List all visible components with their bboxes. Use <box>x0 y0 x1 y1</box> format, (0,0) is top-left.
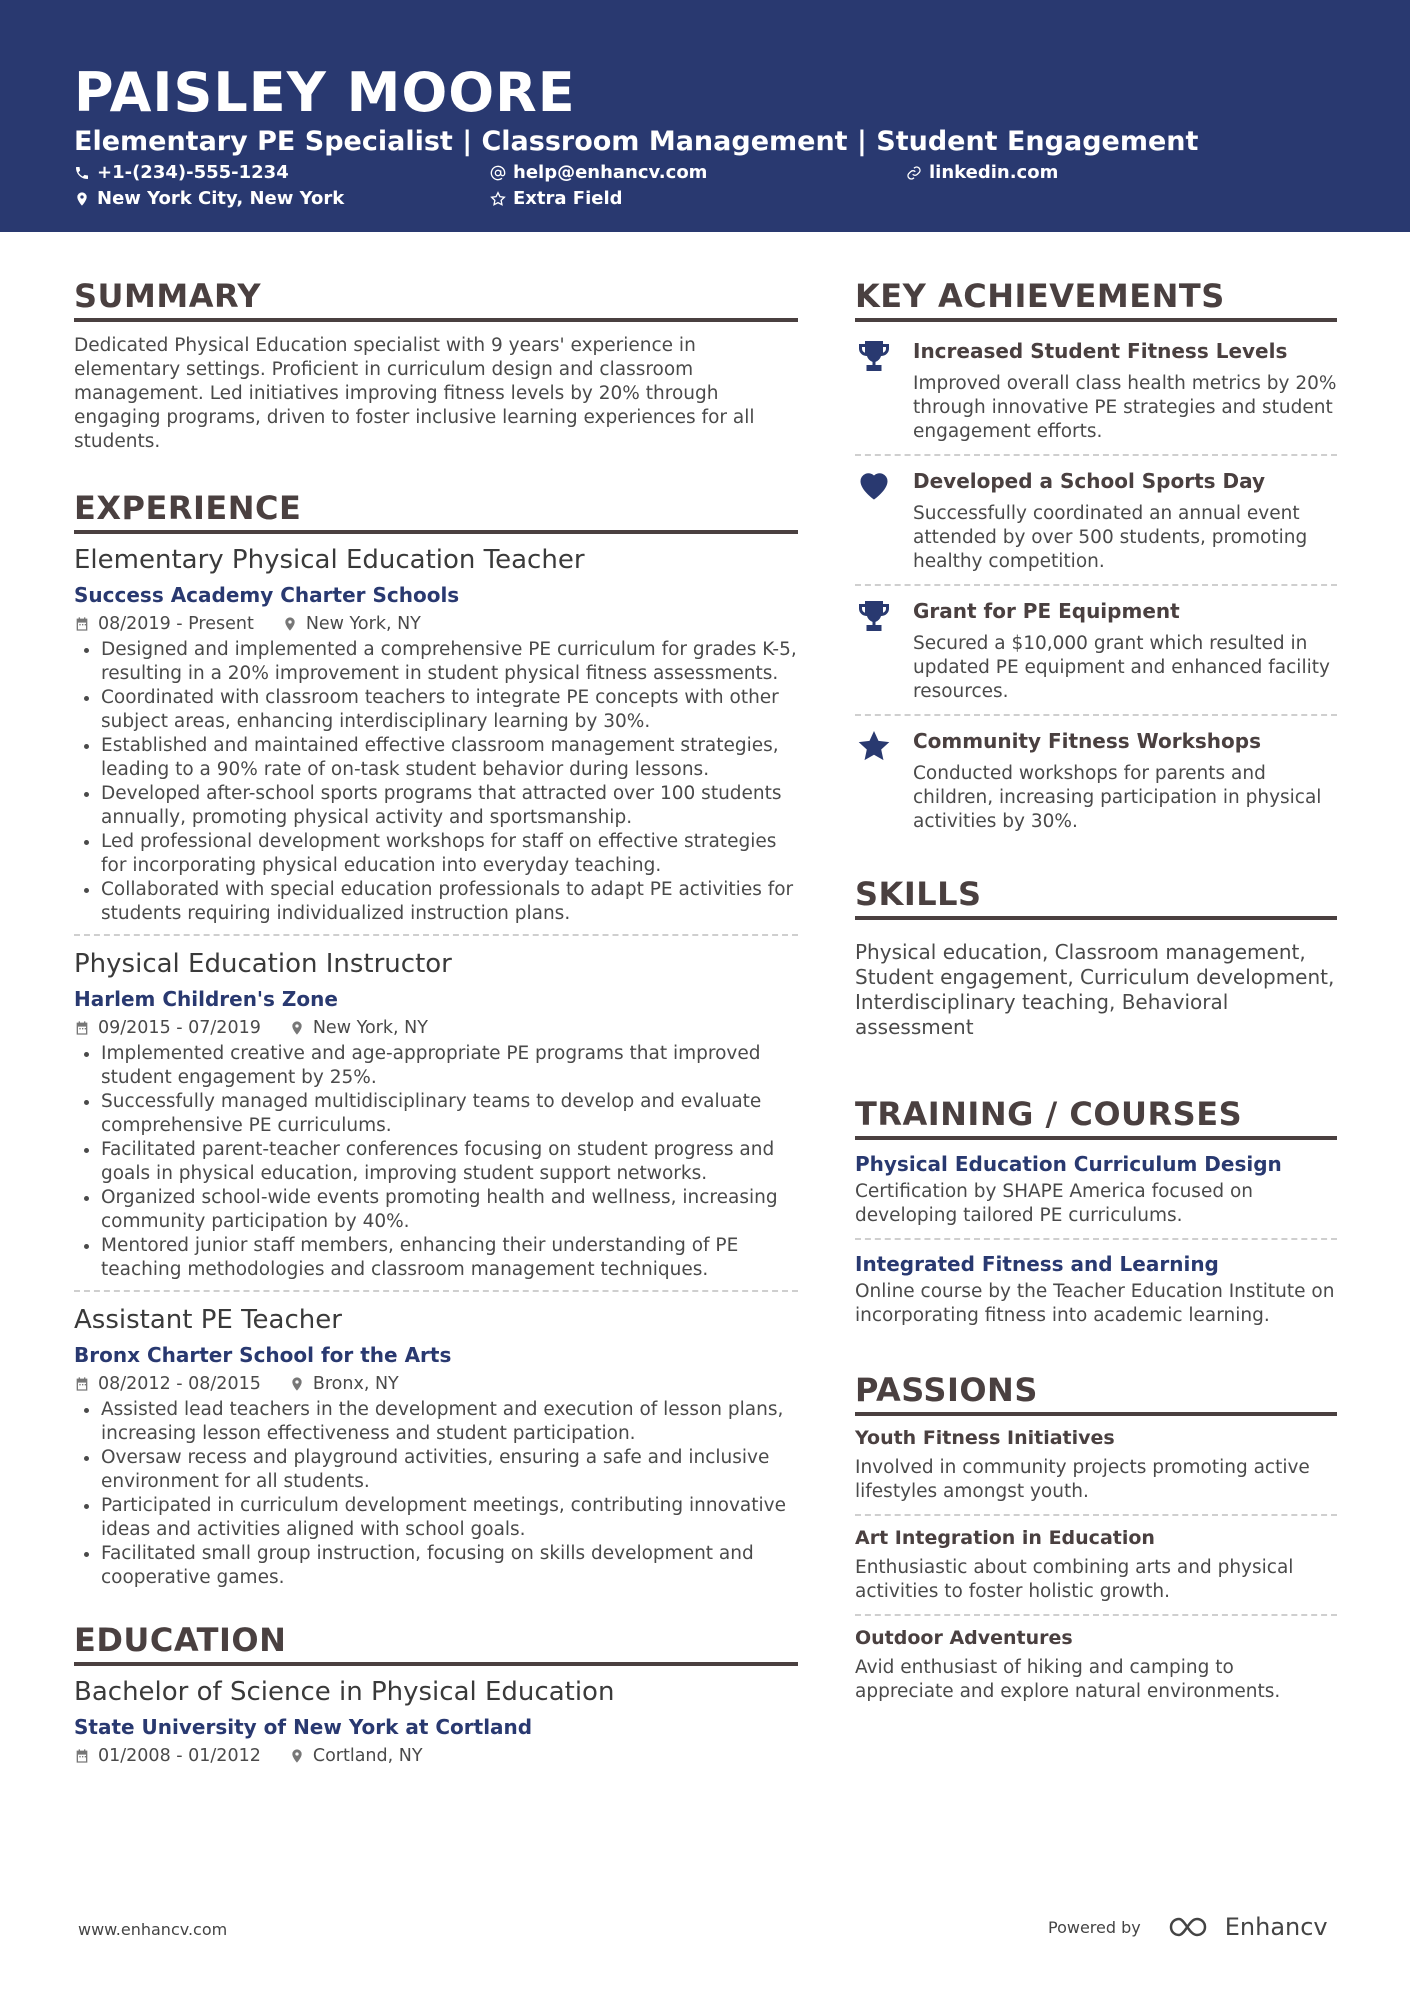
job-location: New York, NY <box>305 614 421 634</box>
job-bullet: • Designed and implemented a comprehensive PE curriculum for grades K-5, resulting in a 20% improvement in student physical fitness assessments. <box>101 638 798 686</box>
job-bullet: • Mentored junior staff members, enhancing their understanding of PE teaching methodologies and classroom management techniques. <box>101 1234 798 1282</box>
job-bullet: • Implemented creative and age-appropriate PE programs that improved student engagement by 25%. <box>101 1042 798 1090</box>
job-meta <box>74 610 798 638</box>
education-location: Cortland, NY <box>312 1746 423 1766</box>
passion-desc: Avid enthusiast of hiking and camping to appreciate and explore natural environments. <box>855 1657 1281 1702</box>
summary-text: Dedicated Physical Education specialist with 9 years' experience in elementary settings. Proficient in curriculum design and classroom management. Led initiatives improving fitness levels by 20% through engaging programs, driven to foster inclusive learning experiences for all students. <box>74 335 755 452</box>
achievement-desc: Improved overall class health metrics by 20% through innovative PE strategies and student engagement efforts. <box>913 373 1337 442</box>
course-desc: Certification by SHAPE America focused on developing tailored PE curriculums. <box>855 1181 1253 1226</box>
passion-desc: Enthusiastic about combining arts and physical activities to foster holistic growth. <box>855 1557 1294 1602</box>
achievement-item <box>855 456 1337 586</box>
calendar-icon <box>74 1376 90 1392</box>
achievement-desc: Successfully coordinated an annual event attended by over 500 students, promoting healthy competition. <box>913 503 1308 572</box>
company-name: Harlem Children's Zone <box>74 987 338 1011</box>
powered-by-text: Powered by <box>1048 1917 1141 1937</box>
left-column <box>74 276 798 1788</box>
job-bullet: • Established and maintained effective classroom management strategies, leading to a 90% rate of on-task student behavior during lessons. <box>101 734 798 782</box>
resume-header <box>0 0 1410 232</box>
education-entry <box>74 1674 798 1778</box>
course-desc: Online course by the Teacher Education Institute on incorporating fitness into academic learning. <box>855 1281 1335 1326</box>
experience-heading: EXPERIENCE <box>74 488 798 534</box>
course-item <box>855 1248 1337 1338</box>
achievement-title: Community Fitness Workshops <box>913 729 1261 753</box>
phone-icon <box>74 165 90 181</box>
education-meta <box>74 1742 798 1770</box>
job-bullet: • Organized school-wide events promoting health and wellness, increasing community participation by 40%. <box>101 1186 798 1234</box>
course-item <box>855 1148 1337 1240</box>
linkedin-text: linkedin.com <box>929 162 1059 183</box>
contact-email[interactable] <box>490 161 707 185</box>
skills-heading: SKILLS <box>855 874 1337 920</box>
location-pin-icon <box>289 1748 305 1764</box>
footer-website[interactable]: www.enhancv.com <box>78 1920 228 1939</box>
candidate-headline: Elementary PE Specialist | Classroom Management | Student Engagement <box>74 126 1199 157</box>
right-column <box>855 276 1337 1722</box>
job-bullets <box>74 1042 798 1282</box>
job-entry <box>74 1302 798 1598</box>
job-dates: 08/2019 - Present <box>98 614 254 634</box>
location-pin-icon <box>289 1376 305 1392</box>
job-bullet: • Facilitated small group instruction, focusing on skills development and cooperative games. <box>101 1542 798 1590</box>
achievement-title: Increased Student Fitness Levels <box>913 339 1288 363</box>
achievement-desc: Conducted workshops for parents and children, increasing participation in physical activities by 30%. <box>913 763 1322 832</box>
at-icon <box>490 165 506 181</box>
contact-extra <box>490 187 623 211</box>
contact-location <box>74 187 344 211</box>
education-dates: 01/2008 - 01/2012 <box>98 1746 261 1766</box>
job-title: Assistant PE Teacher <box>74 1305 342 1335</box>
job-location: Bronx, NY <box>312 1374 399 1394</box>
job-bullet: • Coordinated with classroom teachers to integrate PE concepts with other subject areas, enhancing interdisciplinary learning by 30%. <box>101 686 798 734</box>
achievement-title: Developed a School Sports Day <box>913 469 1266 493</box>
job-bullet: • Assisted lead teachers in the development and execution of lesson plans, increasing lesson effectiveness and student participation. <box>101 1398 798 1446</box>
achievement-desc: Secured a $10,000 grant which resulted in updated PE equipment and enhanced facility resources. <box>913 633 1330 702</box>
brand-name: Enhancv <box>1224 1913 1328 1941</box>
job-bullet: • Oversaw recess and playground activities, ensuring a safe and inclusive environment for all students. <box>101 1446 798 1494</box>
company-name: Bronx Charter School for the Arts <box>74 1343 452 1367</box>
job-bullet: • Facilitated parent-teacher conferences focusing on student progress and goals in physical education, improving student support networks. <box>101 1138 798 1186</box>
summary-heading: SUMMARY <box>74 276 798 322</box>
job-bullet: • Collaborated with special education professionals to adapt PE activities for students requiring individualized instruction plans. <box>101 878 798 926</box>
training-heading: TRAINING / COURSES <box>855 1094 1337 1140</box>
achievements-heading: KEY ACHIEVEMENTS <box>855 276 1337 322</box>
job-bullet: • Participated in curriculum development meetings, contributing innovative ideas and activities aligned with school goals. <box>101 1494 798 1542</box>
contact-phone[interactable] <box>74 161 289 185</box>
location-text: New York City, New York <box>97 188 345 209</box>
phone-text: +1-(234)-555-1234 <box>97 162 289 183</box>
location-pin-icon <box>282 616 298 632</box>
job-entry <box>74 946 798 1292</box>
passion-title: Outdoor Adventures <box>855 1627 1073 1649</box>
job-location: New York, NY <box>312 1018 428 1038</box>
star-outline-icon <box>490 191 506 207</box>
job-bullets <box>74 1398 798 1590</box>
footer-branding <box>1048 1913 1328 1941</box>
passion-item <box>855 1624 1337 1714</box>
job-entry <box>74 542 798 936</box>
job-bullet: • Developed after-school sports programs that attracted over 100 students annually, promoting physical activity and sportsmanship. <box>101 782 798 830</box>
company-name: Success Academy Charter Schools <box>74 583 460 607</box>
trophy-icon <box>855 338 893 374</box>
job-meta <box>74 1014 798 1042</box>
achievement-item <box>855 326 1337 456</box>
achievement-title: Grant for PE Equipment <box>913 599 1180 623</box>
heart-icon <box>855 468 893 504</box>
job-bullet: • Led professional development workshops for staff on effective strategies for incorporating physical education into everyday teaching. <box>101 830 798 878</box>
link-icon <box>906 165 922 181</box>
calendar-icon <box>74 1748 90 1764</box>
job-dates: 09/2015 - 07/2019 <box>98 1018 261 1038</box>
education-heading: EDUCATION <box>74 1620 798 1666</box>
job-meta <box>74 1370 798 1398</box>
achievement-item <box>855 586 1337 716</box>
brand-logo[interactable] <box>1167 1913 1328 1941</box>
achievement-item <box>855 716 1337 844</box>
job-bullets <box>74 638 798 926</box>
candidate-name: PAISLEY MOORE <box>74 61 576 124</box>
enhancv-logo-icon <box>1167 1914 1215 1940</box>
skills-text: Physical education, Classroom management, Student engagement, Curriculum development, Interdisciplinary teaching, Behavioral assessment <box>855 940 1335 1039</box>
location-pin-icon <box>289 1020 305 1036</box>
job-bullet: • Successfully managed multidisciplinary teams to develop and evaluate comprehensive PE curriculums. <box>101 1090 798 1138</box>
trophy-icon <box>855 598 893 634</box>
calendar-icon <box>74 1020 90 1036</box>
degree-title: Bachelor of Science in Physical Education <box>74 1677 615 1707</box>
contact-linkedin[interactable] <box>906 161 1058 185</box>
passion-title: Youth Fitness Initiatives <box>855 1427 1115 1449</box>
job-dates: 08/2012 - 08/2015 <box>98 1374 261 1394</box>
job-title: Physical Education Instructor <box>74 949 452 979</box>
extra-field-text: Extra Field <box>513 188 623 209</box>
school-name: State University of New York at Cortland <box>74 1715 533 1739</box>
calendar-icon <box>74 616 90 632</box>
location-pin-icon <box>74 191 90 207</box>
passion-desc: Involved in community projects promoting active lifestyles amongst youth. <box>855 1457 1310 1502</box>
job-title: Elementary Physical Education Teacher <box>74 545 585 575</box>
course-title: Physical Education Curriculum Design <box>855 1152 1282 1176</box>
passion-item <box>855 1424 1337 1516</box>
passion-item <box>855 1524 1337 1616</box>
course-title: Integrated Fitness and Learning <box>855 1252 1219 1276</box>
star-icon <box>855 728 893 764</box>
passions-heading: PASSIONS <box>855 1370 1337 1416</box>
email-text: help@enhancv.com <box>513 162 708 183</box>
passion-title: Art Integration in Education <box>855 1527 1155 1549</box>
